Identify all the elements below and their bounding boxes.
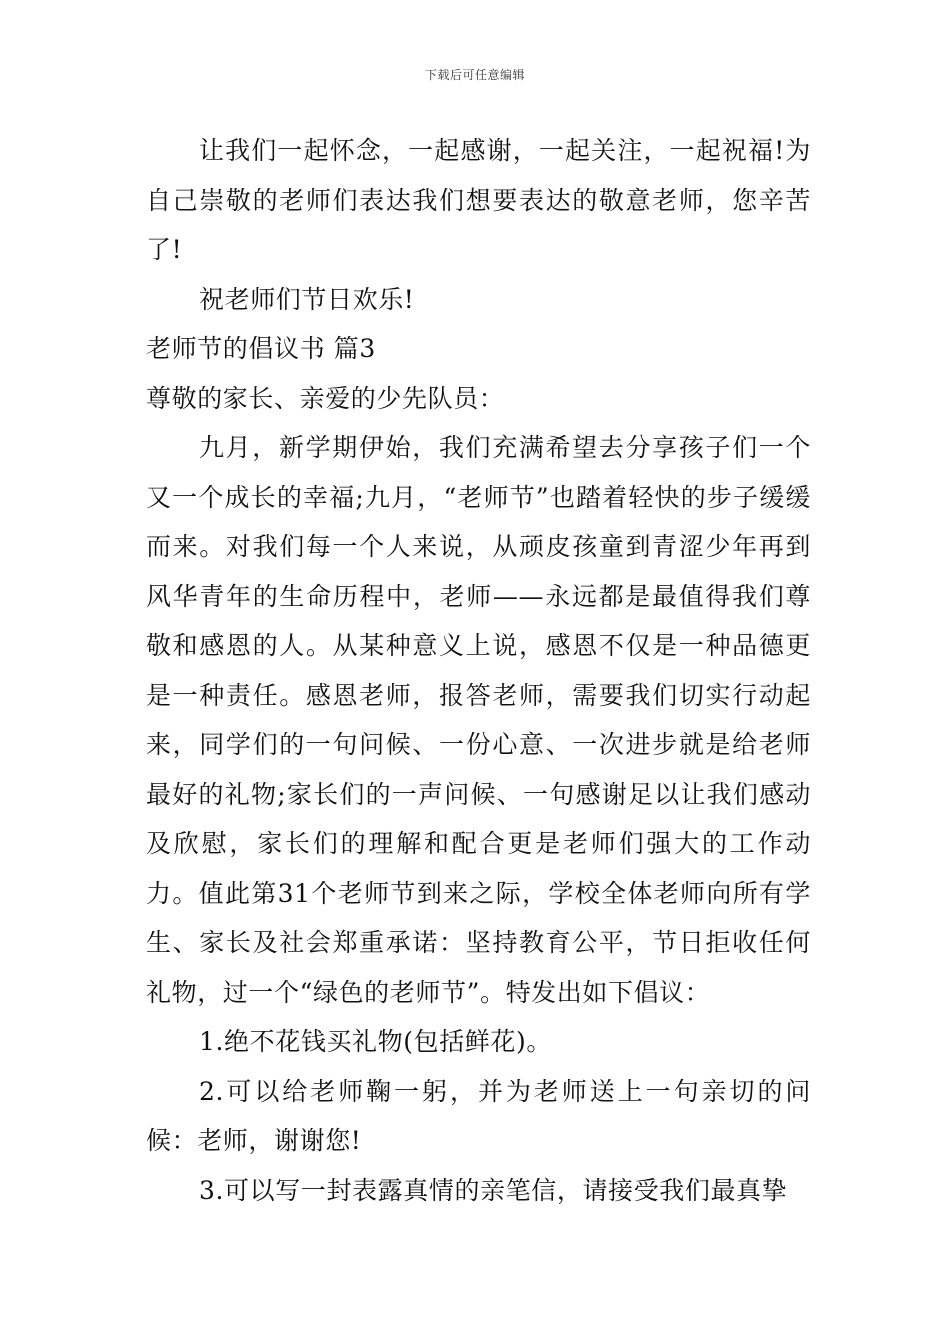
paragraph-holiday-greeting: 祝老师们节日欢乐! xyxy=(199,284,415,314)
proposal-item-1: 1.绝不花钱买礼物(包括鲜花)。 xyxy=(199,1027,552,1056)
salutation: 尊敬的家长、亲爱的少先队员： xyxy=(146,383,505,413)
proposal-item-2: 2.可以给老师鞠一躬，并为老师送上一句亲切的问候：老师，谢谢您! xyxy=(146,1076,811,1155)
proposal-item-3: 3.可以写一封表露真情的亲笔信，请接受我们最真挚 xyxy=(199,1175,788,1205)
paragraph-closing-wishes: 让我们一起怀念，一起感谢，一起关注，一起祝福!为自己崇敬的老师们表达我们想要表达的敬意老师，您辛苦了! xyxy=(146,136,811,264)
section-title: 老师节的倡议书 篇3 xyxy=(146,334,376,363)
document-body xyxy=(146,126,811,1215)
page-header-note: 下载后可任意编辑 xyxy=(424,68,525,82)
paragraph-main-body: 九月，新学期伊始，我们充满希望去分享孩子们一个又一个成长的幸福;九月，“老师节”也踏着轻快的步子缓缓而来。对我们每一个人来说，从顽皮孩童到青涩少年再到风华青年的生命历程中，老师——永远都是最值得我们尊敬和感恩的人。从某种意义上说，感恩不仅是一种品德更是一种责任。感恩老师，报答老师，需要我们切实行动起来，同学们的一句问候、一份心意、一次进步就是给老师最好的礼物;家长们的一声问候、一句感谢足以让我们感动及欣慰，家长们的理解和配合更是老师们强大的工作动力。值此第31个老师节到来之际，学校全体老师向所有学生、家长及社会郑重承诺：坚持教育公平，节日拒收任何礼物，过一个“绿色的老师节”。特发出如下倡议： xyxy=(146,433,811,1007)
